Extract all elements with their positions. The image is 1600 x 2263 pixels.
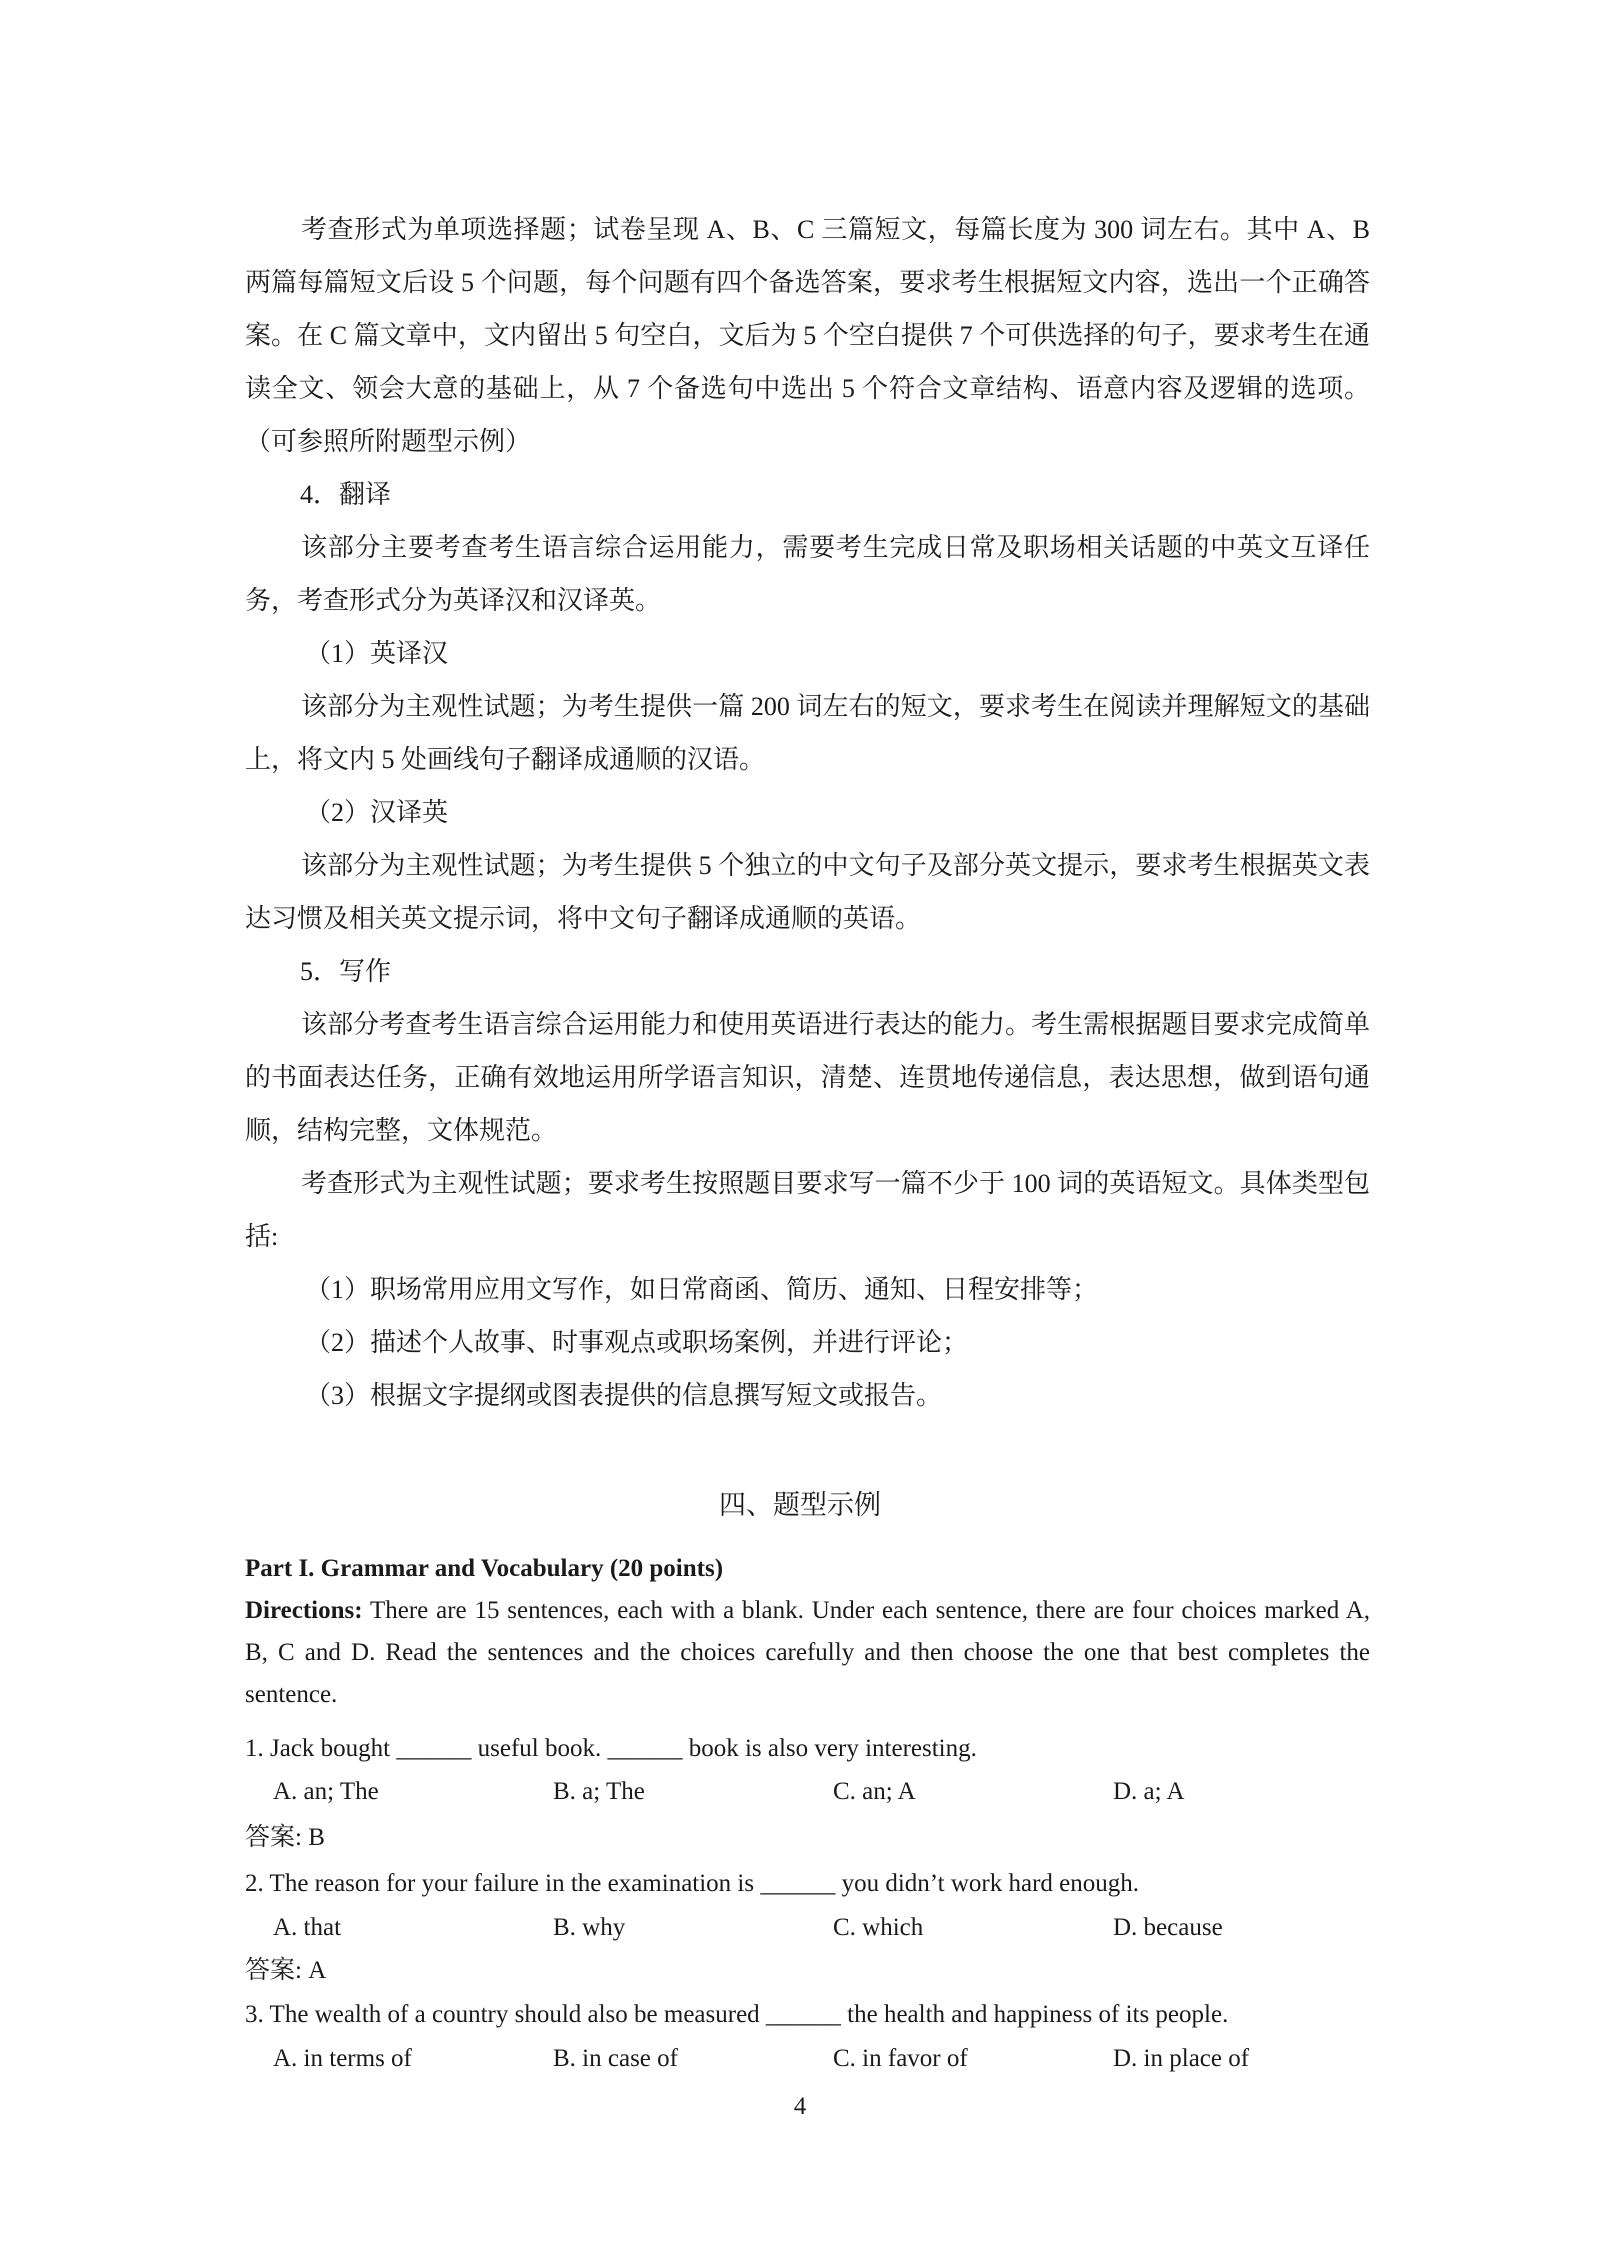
choice-row [273,1908,1373,1948]
e2c-description: 该部分为主观性试题；为考生提供一篇 200 词左右的短文，要求考生在阅读并理解短文的基础上，将文内 5 处画线句子翻译成通顺的汉语。 [245,692,1370,774]
choice-option: D. a; A [1113,1778,1185,1805]
choice-row [273,1772,1373,1812]
writing-type-item: （2）描述个人故事、时事观点或职场案例，并进行评论； [305,1328,969,1357]
part-title: Part I. Grammar and Vocabulary (20 points) [245,1555,724,1582]
choice-option: B. a; The [553,1778,645,1805]
writing-format: 考查形式为主观性试题；要求考生按照题目要求写一篇不少于 100 词的英语短文。具体类型包括: [245,1169,1370,1251]
directions [245,1590,1370,1716]
e2c-heading: （1）英译汉 [305,639,449,668]
translation-description: 该部分主要考查考生语言综合运用能力，需要考生完成日常及职场相关话题的中英文互译任务，考查形式分为英译汉和汉译英。 [245,533,1370,615]
directions-label: Directions: [245,1597,363,1624]
choice-option: B. in case of [553,2045,678,2072]
question-stem: 2. The reason for your failure in the examination is ______ you didn’t work hard enough. [245,1870,1140,1897]
choice-option: B. why [553,1914,626,1941]
c2e-description: 该部分为主观性试题；为考生提供 5 个独立的中文句子及部分英文提示，要求考生根据英文表达习惯及相关英文提示词，将中文句子翻译成通顺的英语。 [245,851,1370,933]
choice-option: C. which [833,1914,924,1941]
writing-type-item: （1）职场常用应用文写作，如日常商函、简历、通知、日程安排等； [305,1275,1099,1304]
writing-description: 该部分考查考生语言综合运用能力和使用英语进行表达的能力。考生需根据题目要求完成简单的书面表达任务，正确有效地运用所学语言知识，清楚、连贯地传递信息，表达思想，做到语句通顺，结构完整，文体规范。 [245,1010,1370,1145]
choice-option: A. an; The [273,1778,379,1805]
choice-option: D. in place of [1113,2045,1250,2072]
writing-heading: 5．写作 [300,957,392,986]
directions-text: There are 15 sentences, each with a blank. Under each sentence, there are four choices marked A, B, C and D. Read the sentences and the choices carefully and then choose the one that best completes the sentence. [245,1597,1370,1708]
question-stem: 3. The wealth of a country should also be measured ______ the health and happiness of its people. [245,2001,1229,2028]
writing-type-item: （3）根据文字提纲或图表提供的信息撰写短文或报告。 [305,1381,943,1410]
choice-option: D. because [1113,1914,1223,1941]
answer-line: 答案: B [245,1824,325,1851]
choice-option: A. in terms of [273,2045,412,2072]
answer-line: 答案: A [245,1957,327,1984]
translation-heading: 4．翻译 [300,480,392,509]
choice-option: A. that [273,1914,342,1941]
choice-row [273,2039,1373,2079]
choice-option: C. in favor of [833,2045,968,2072]
choice-option: C. an; A [833,1778,916,1805]
reading-format-paragraph: 考查形式为单项选择题；试卷呈现 A、B、C 三篇短文，每篇长度为 300 词左右。其中 A、B 两篇每篇短文后设 5 个问题，每个问题有四个备选答案，要求考生根据短文内容，选出一个正确答案。在 C 篇文章中，文内留出 5 句空白，文后为 5 个空白提供 7 个可供选择的句子，要求考生在通读全文、领会大意的基础上，从 7 个备选句中选出 5 个符合文章结构、语意内容及逻辑的选项。（可参照所附题型示例） [245,215,1370,456]
section-title: 四、题型示例 [719,1490,881,1520]
page-number: 4 [793,2093,807,2120]
question-stem: 1. Jack bought ______ useful book. ______ book is also very interesting. [245,1735,977,1762]
c2e-heading: （2）汉译英 [305,798,449,827]
